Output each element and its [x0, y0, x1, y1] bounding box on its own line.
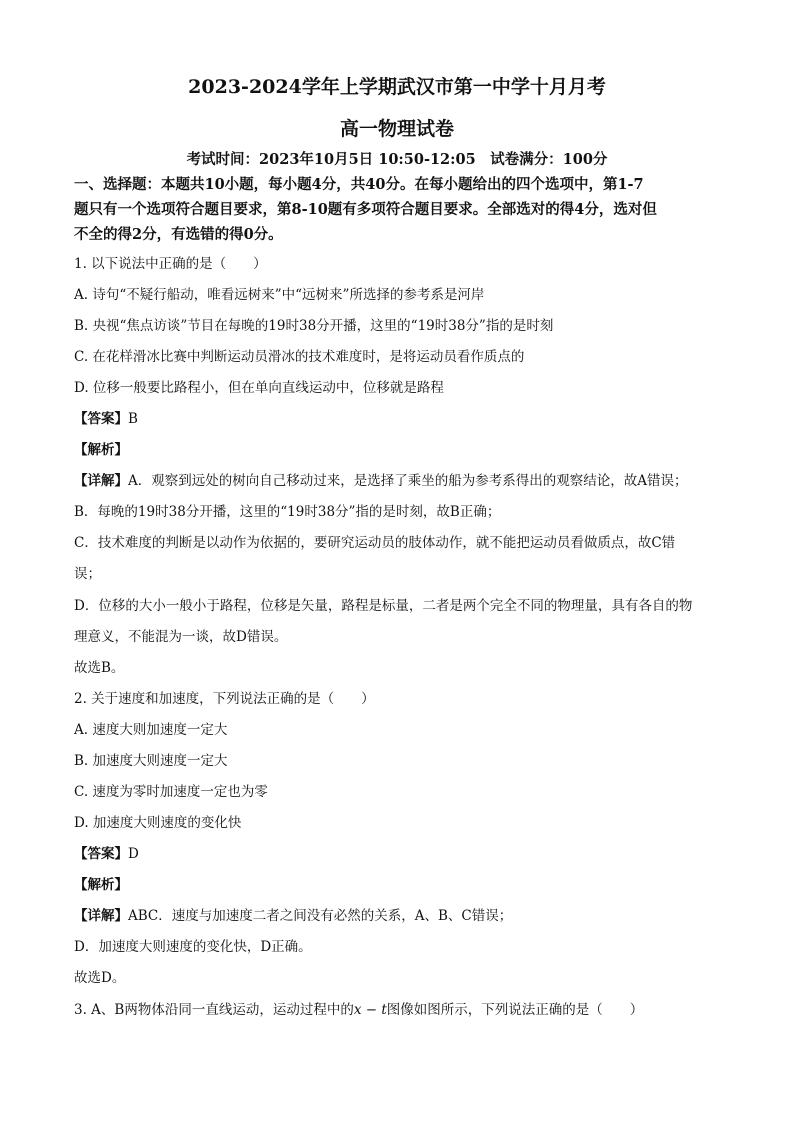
question-3-stem-math: x − t — [353, 1002, 387, 1018]
question-1-option-b: B. 央视“焦点访谈”节目在每晚的19时38分开播，这里的“19时38分”指的是时刻 — [74, 318, 554, 334]
question-1-detail-line-5: D．位移的大小一般小于路程，位移是矢量，路程是标量，二者是两个完全不同的物理量，具有各自的物 — [74, 598, 693, 614]
exam-title: 2023-2024学年上学期武汉市第一中学十月月考 — [188, 76, 606, 98]
answer-tag: 【答案】 — [74, 846, 128, 862]
question-2-option-d: D. 加速度大则速度的变化快 — [74, 815, 242, 831]
question-1-option-d: D. 位移一般要比路程小，但在单向直线运动中，位移就是路程 — [74, 380, 444, 396]
detail-text: A．观察到远处的树向自己移动过来，是选择了乘坐的船为参考系得出的观察结论，故A错误； — [128, 473, 688, 489]
analysis-tag: 【解析】 — [74, 877, 128, 893]
section-instructions-line-1: 一、选择题：本题共10小题，每小题4分，共40分。在每小题给出的四个选项中，第1-7 — [74, 176, 644, 193]
exam-subtitle: 高一物理试卷 — [339, 118, 454, 140]
question-1-analysis — [74, 438, 128, 458]
question-2-answer — [74, 842, 139, 862]
answer-tag: 【答案】 — [74, 411, 128, 427]
question-1-option-c: C. 在花样滑冰比赛中判断运动员滑冰的技术难度时，是将运动员看作质点的 — [74, 349, 525, 365]
question-1-conclusion: 故选B。 — [74, 660, 125, 676]
section-instructions-line-3: 不全的得2分，有选错的得0分。 — [74, 226, 283, 243]
question-1-detail-line-2: B．每晚的19时38分开播，这里的“19时38分”指的是时刻，故B正确； — [74, 504, 501, 520]
answer-value: B — [128, 411, 138, 427]
question-1-answer — [74, 407, 138, 427]
question-3-stem — [74, 998, 643, 1018]
answer-value: D — [128, 846, 139, 862]
question-2-option-a: A. 速度大则加速度一定大 — [74, 722, 228, 738]
question-2-option-b: B. 加速度大则速度一定大 — [74, 753, 228, 769]
question-2-option-c: C. 速度为零时加速度一定也为零 — [74, 784, 268, 800]
question-2-conclusion: 故选D。 — [74, 970, 126, 986]
question-1-option-a: A. 诗句“不疑行船动，唯看远树来”中“远树来”所选择的参考系是河岸 — [74, 287, 485, 303]
section-instructions-line-2: 题只有一个选项符合题目要求，第8-10题有多项符合题目要求。全部选对的得4分，选对但 — [74, 201, 657, 218]
detail-tag: 【详解】 — [74, 908, 128, 924]
question-1-detail-line-1 — [74, 469, 688, 489]
detail-tag: 【详解】 — [74, 473, 128, 489]
question-1-detail-line-4: 误； — [74, 566, 101, 582]
question-1-detail-line-6: 理意义，不能混为一谈，故D错误。 — [74, 629, 288, 645]
question-3-stem-pre: 3. A、B两物体沿同一直线运动，运动过程中的 — [74, 1002, 354, 1018]
detail-text: ABC．速度与加速度二者之间没有必然的关系，A、B、C错误； — [128, 908, 513, 924]
question-3-stem-post: 图像如图所示，下列说法正确的是（ ） — [386, 1002, 644, 1018]
question-1-detail-line-3: C．技术难度的判断是以动作为依据的，要研究运动员的肢体动作，就不能把运动员看做质点，故C错 — [74, 535, 676, 551]
question-2-detail-line-1 — [74, 904, 512, 924]
question-2-stem: 2. 关于速度和加速度，下列说法正确的是（ ） — [74, 691, 375, 707]
question-1-stem: 1. 以下说法中正确的是（ ） — [74, 256, 267, 272]
question-2-detail-line-2: D．加速度大则速度的变化快，D正确。 — [74, 939, 312, 955]
exam-info: 考试时间：2023年10月5日 10:50-12:05 试卷满分：100分 — [186, 151, 608, 168]
question-2-analysis — [74, 873, 128, 893]
analysis-tag: 【解析】 — [74, 442, 128, 458]
